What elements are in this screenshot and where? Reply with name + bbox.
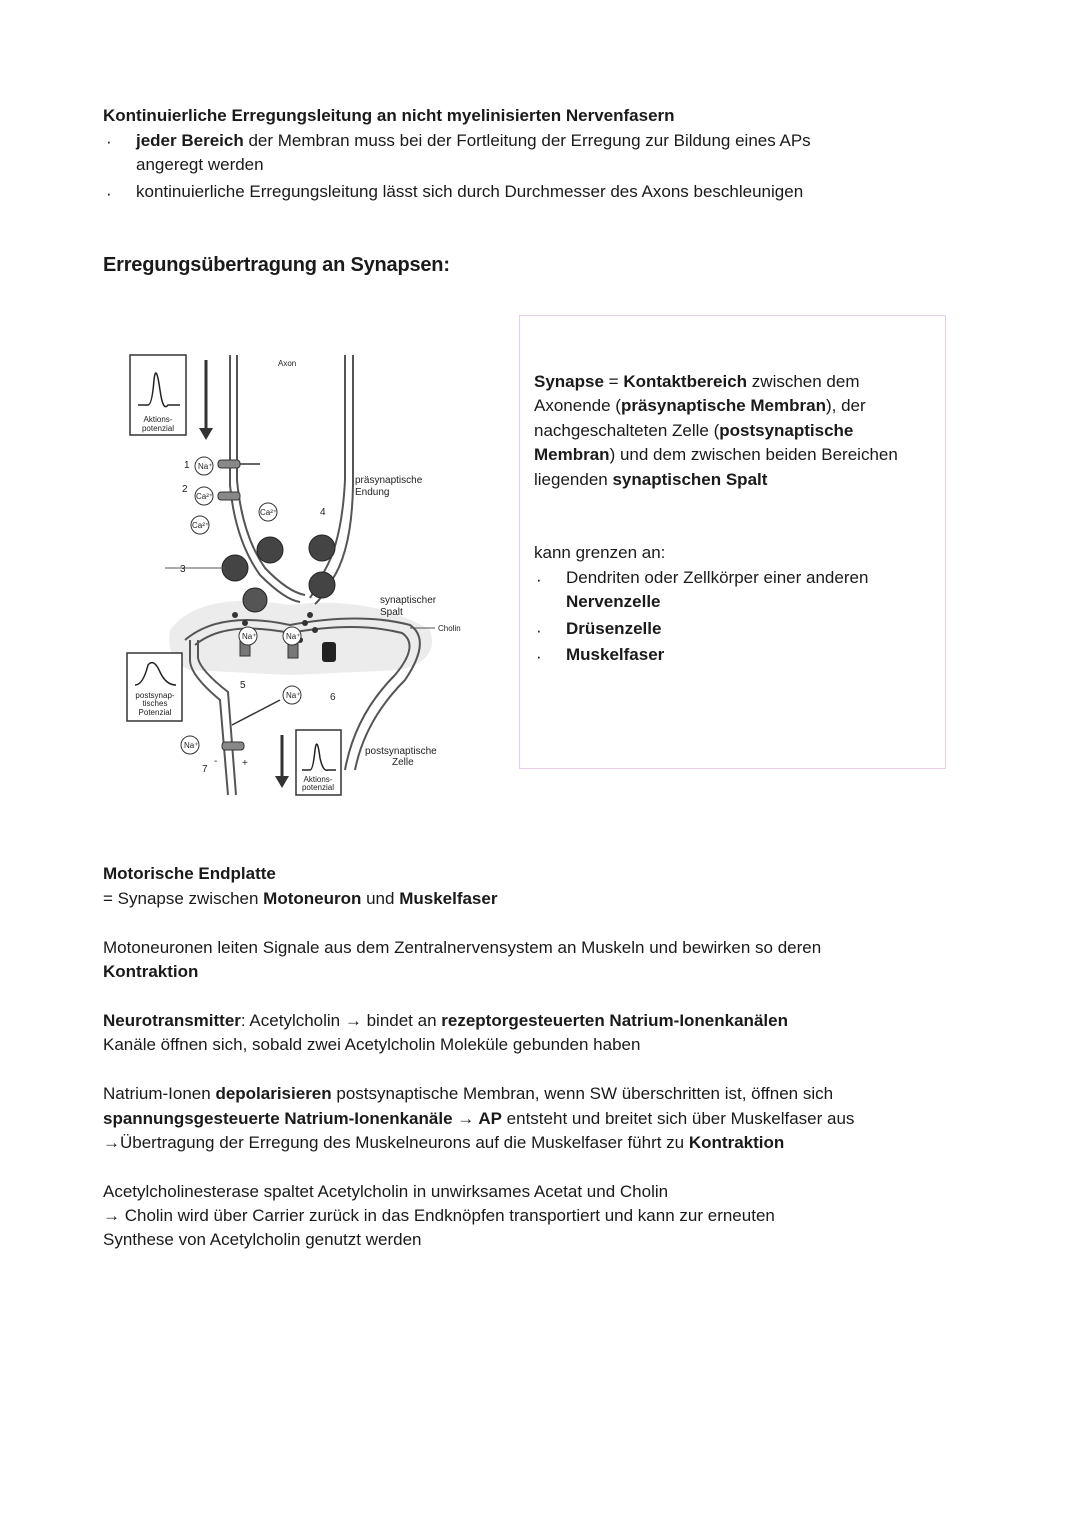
- ca-channel-icon: [218, 492, 240, 500]
- text-span: = Synapse zwischen: [103, 889, 264, 908]
- vesicle: [309, 535, 335, 561]
- ap-top-label-1: Aktions-: [143, 415, 173, 424]
- text-span: Axonende (: [534, 396, 621, 415]
- step-number: 4: [320, 507, 326, 518]
- paragraph-4-line-1: Acetylcholinesterase spaltet Acetylcholin in unwirksames Acetat und Cholin: [103, 1182, 669, 1201]
- box-line-3: [534, 419, 853, 444]
- arrow-diagonal-icon: [232, 700, 280, 725]
- box-item-2: Drüsenzelle: [566, 619, 662, 638]
- text-span: liegenden: [534, 470, 613, 489]
- na-channel-icon: [218, 460, 240, 468]
- bold-term: Synapse: [534, 372, 604, 391]
- paragraph-3-line-3: [103, 1131, 784, 1156]
- paragraph-4-line-2: → Cholin wird über Carrier zurück in das Endknöpfen transportiert und kann zur erneuten: [103, 1206, 775, 1225]
- paragraph-2-line-2: Kanäle öffnen sich, sobald zwei Acetylcholin Moleküle gebunden haben: [103, 1035, 641, 1054]
- text-span: entsteht und breitet sich über Muskelfaser aus: [501, 1109, 855, 1128]
- ion-label: Na⁺: [184, 741, 199, 750]
- bullet-item-1-line-2: angeregt werden: [136, 155, 264, 174]
- bold-term: spannungsgesteuerte Natrium-Ionenkanäle → AP: [103, 1109, 502, 1128]
- endplatte-definition: [103, 887, 497, 912]
- vesicle-fusing: [243, 588, 267, 612]
- step-number: 6: [330, 692, 336, 703]
- synapse-diagram: [110, 340, 470, 805]
- spalt-label-1: synaptischer: [380, 595, 437, 606]
- bullet-dot: ·: [536, 647, 542, 666]
- ion-label: Ca²⁺: [192, 521, 210, 530]
- vesicle: [222, 555, 248, 581]
- ion-label: Na⁺: [286, 632, 301, 641]
- bold-term: Muskelfaser: [399, 889, 498, 908]
- bullet-dot: ·: [106, 184, 112, 203]
- step-number: 3: [180, 564, 186, 575]
- bullet-dot: ·: [536, 570, 542, 589]
- bullet-dot: ·: [536, 621, 542, 640]
- step-number: 5: [240, 680, 246, 691]
- bold-term: Kontaktbereich: [623, 372, 748, 391]
- paragraph-3-line-1: [103, 1082, 833, 1107]
- box-item-3: Muskelfaser: [566, 645, 665, 664]
- step-number: 7: [202, 764, 208, 775]
- text-span: und: [361, 889, 400, 908]
- text-span: postsynaptische Membran, wenn SW überschritten ist, öffnen sich: [331, 1084, 834, 1103]
- ion-label: Na⁺: [286, 691, 301, 700]
- post-pot-label-2: tisches: [142, 699, 168, 708]
- text-span: nachgeschalteten Zelle (: [534, 421, 720, 440]
- ap-bot-label-1: Aktions-: [303, 775, 333, 784]
- charge-sign: -: [214, 756, 218, 767]
- ap-bot-label-2: potenzial: [301, 783, 335, 792]
- charge-sign: +: [242, 758, 248, 769]
- axon-label: Axon: [278, 359, 297, 368]
- bold-term: Neurotransmitter: [103, 1011, 241, 1030]
- spalt-label-2: Spalt: [380, 607, 403, 618]
- axon-wall-right: [315, 355, 353, 604]
- text-span: der Membran muss bei der Fortleitung der Erregung zur Bildung eines APs: [243, 131, 811, 150]
- bullet-item-2: kontinuierliche Erregungsleitung lässt sich durch Durchmesser des Axons beschleunigen: [136, 182, 804, 201]
- text-span: zwischen dem: [747, 372, 860, 391]
- paragraph-4-line-3: Synthese von Acetylcholin genutzt werden: [103, 1230, 422, 1249]
- box-line-1: [534, 370, 860, 395]
- step-number: 1: [184, 460, 190, 471]
- step-number: 2: [182, 484, 188, 495]
- bold-term: Motoneuron: [263, 889, 362, 908]
- box-line-2: [534, 394, 866, 419]
- section-heading-kontinuierlich: Kontinuierliche Erregungsleitung an nicht myelinisierten Nervenfasern: [103, 106, 675, 125]
- text-span: ), der: [825, 396, 866, 415]
- vesicle: [257, 537, 283, 563]
- praesyn-label-2: Endung: [355, 487, 390, 498]
- bullet-dot: ·: [106, 132, 112, 151]
- postzelle-label-2: Zelle: [392, 757, 414, 768]
- bold-term: rezeptorgesteuerten Natrium-Ionenkanälen: [441, 1011, 788, 1030]
- postzelle-label-1: postsynaptische: [365, 746, 437, 757]
- bullet-item-1-line-1: [136, 129, 811, 154]
- bold-term: Membran: [534, 445, 610, 464]
- bold-term: postsynaptische: [719, 421, 854, 440]
- na-channel-icon: [222, 742, 244, 750]
- post-pot-label-1: postsynap-: [135, 691, 175, 700]
- paragraph-1-line-2: Kontraktion: [103, 962, 199, 981]
- bold-term: Kontraktion: [688, 1133, 785, 1152]
- section-heading-synapsen: Erregungsübertragung an Synapsen:: [103, 254, 450, 276]
- bold-term: präsynaptische Membran: [620, 396, 826, 415]
- box-item-1-line-1: Dendriten oder Zellkörper einer anderen: [566, 568, 869, 587]
- vesicle: [309, 572, 335, 598]
- paragraph-3-line-2: [103, 1107, 854, 1132]
- cholin-label: Cholin: [438, 624, 461, 633]
- ion-label: Ca²⁺: [260, 508, 278, 517]
- box-line-4: [534, 443, 898, 468]
- paragraph-1-line-1: Motoneuronen leiten Signale aus dem Zentralnervensystem an Muskeln und bewirken so deren: [103, 938, 822, 957]
- paragraph-2-line-1: [103, 1009, 788, 1034]
- box-item-1-line-2: Nervenzelle: [566, 592, 661, 611]
- text-span: =: [603, 372, 624, 391]
- axon-wall-right-inner: [310, 355, 345, 598]
- praesyn-label-1: präsynaptische: [355, 475, 423, 486]
- text-span: →Übertragung der Erregung des Muskelneurons auf die Muskelfaser führt zu: [103, 1133, 689, 1152]
- text-span: ) und dem zwischen beiden Bereichen: [609, 445, 898, 464]
- box-line-5: [534, 468, 767, 493]
- bold-term: depolarisieren: [215, 1084, 332, 1103]
- text-span: : Acetylcholin → bindet an: [240, 1011, 442, 1030]
- ap-top-label-2: potenzial: [141, 424, 175, 433]
- bold-term: synaptischen Spalt: [612, 470, 768, 489]
- text-span: Natrium-Ionen: [103, 1084, 216, 1103]
- ion-label: Ca²⁺: [196, 492, 214, 501]
- bold-term: jeder Bereich: [136, 131, 244, 150]
- post-pot-label-3: Potenzial: [138, 708, 172, 717]
- section-heading-endplatte: Motorische Endplatte: [103, 864, 276, 883]
- ion-label: Na⁺: [242, 632, 257, 641]
- grenzen-label: kann grenzen an:: [534, 543, 666, 562]
- ion-label: Na⁺: [198, 462, 213, 471]
- carrier-icon: [322, 642, 336, 662]
